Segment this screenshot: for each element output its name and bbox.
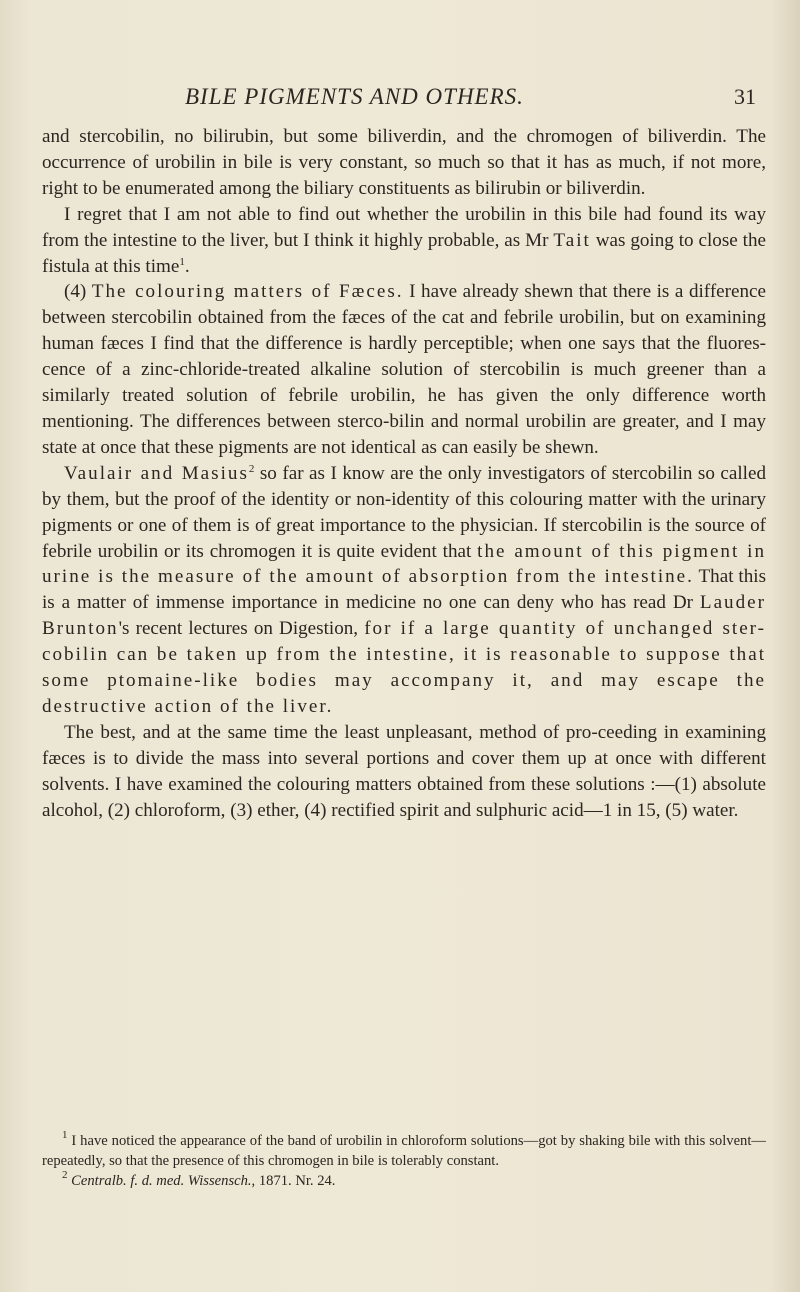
- footnote-1-mark: 1: [62, 1129, 68, 1141]
- paragraph-1: [42, 124, 766, 202]
- running-head: BILE PIGMENTS AND OTHERS.: [185, 84, 524, 109]
- footnote-1: [42, 1131, 766, 1171]
- paragraph-1-text: and stercobilin, no bilirubin, but some biliverdin, and the chromogen of biliverdin. The occurrence of urobilin in bile is very constant, so much so that it has as much, if not more, right to be enumerated among the biliary constituents as bilirubin or biliverdin.: [42, 126, 766, 199]
- footnote-2: [42, 1171, 766, 1191]
- footnote-2-citation: , 1871. Nr. 24.: [251, 1173, 336, 1189]
- footnotes: [42, 1131, 766, 1191]
- emphasized-statement-1: the amount of this pigment in urine is the measure of the amount of absorption from the intestine.: [42, 540, 766, 588]
- paragraph-4-text-c: 's recent lectures on Digestion,: [118, 618, 365, 640]
- paragraph-4: [42, 461, 766, 720]
- paragraph-5: [42, 720, 766, 824]
- emphasized-statement-2: for if a large quantity of unchanged ster-cobilin can be taken up from the intestine, it is reasonable to suppose that some ptomaine-like bodies may accompany it, and may escape the destructive action of the liver.: [42, 618, 766, 717]
- section-heading: The colouring matters of Fæces.: [91, 281, 404, 303]
- body-text: [42, 124, 766, 823]
- page-number: 31: [734, 84, 756, 109]
- footnote-ref-1: 1: [179, 255, 185, 268]
- author-name-tait: Tait: [553, 229, 591, 251]
- author-names-vaulair-masius: Vaulair and Masius: [64, 462, 249, 484]
- paragraph-2-text: I regret that I am not able to find out whether the urobilin in this bile had found its way from the intestine to the liver, but I think it highly probable, as Mr: [42, 203, 766, 251]
- footnote-1-text: I have noticed the appearance of the band of urobilin in chloroform solutions—got by shaking bile with this solvent—repeatedly, so that the presence of this chromogen in bile is tolerably constant.: [42, 1133, 766, 1169]
- paragraph-4-text-a: so far as I know are the only investigators of stercobilin so called by them, but the proof of the identity or non-identity of this colouring matter with the urinary pigments or one of them is of great importance to the physician. If stercobilin is the source of febrile urobilin or its chromogen it is quite evident that: [42, 462, 766, 562]
- paragraph-2: I regret that I am not able to find out whether the urobilin in this bile had found its way from the intestine to the liver, but I think it highly probable, as Mr Tait was going to close the fistula at this time$^1$.: [42, 203, 766, 277]
- footnote-2-mark: 2: [62, 1169, 68, 1181]
- page-header: [0, 84, 800, 114]
- paragraph-2-end: was going to close the fistula at this time: [42, 229, 766, 277]
- author-name-brunton: Lauder Brunton: [42, 592, 766, 640]
- paragraph-5-text: The best, and at the same time the least unpleasant, method of pro-ceeding in examining fæces is to divide the mass into several portions and cover them up at once with different solvents. I have examined the colouring matters obtained from these solutions :—(1) absolute alcohol, (2) chloroform, (3) ether, (4) rectified spirit and sulphuric acid—1 in 15, (5) water.: [42, 721, 766, 821]
- footnote-2-journal: Centralb. f. d. med. Wissensch.: [71, 1173, 252, 1189]
- paragraph-4-text-b: That this is a matter of immense importance in medicine no one can deny who has read Dr: [42, 566, 767, 614]
- footnote-ref-2: 2: [248, 462, 255, 475]
- paragraph-3-text: I have already shewn that there is a difference between stercobilin obtained from the fæces of the cat and febrile urobilin, but on examining human fæces I find that the difference is hardly perceptible; when one says that the fluores-cence of a zinc-chloride-treated alkaline solution of stercobilin is much greener than a similarly treated solution of febrile urobilin, he has given the only difference worth mentioning. The differences between sterco-bilin and normal urobilin are greater, and I may state at once that these pigments are not identical as can easily be shewn.: [42, 281, 766, 458]
- paragraph-3: [42, 279, 766, 460]
- section-number: (4): [64, 281, 92, 303]
